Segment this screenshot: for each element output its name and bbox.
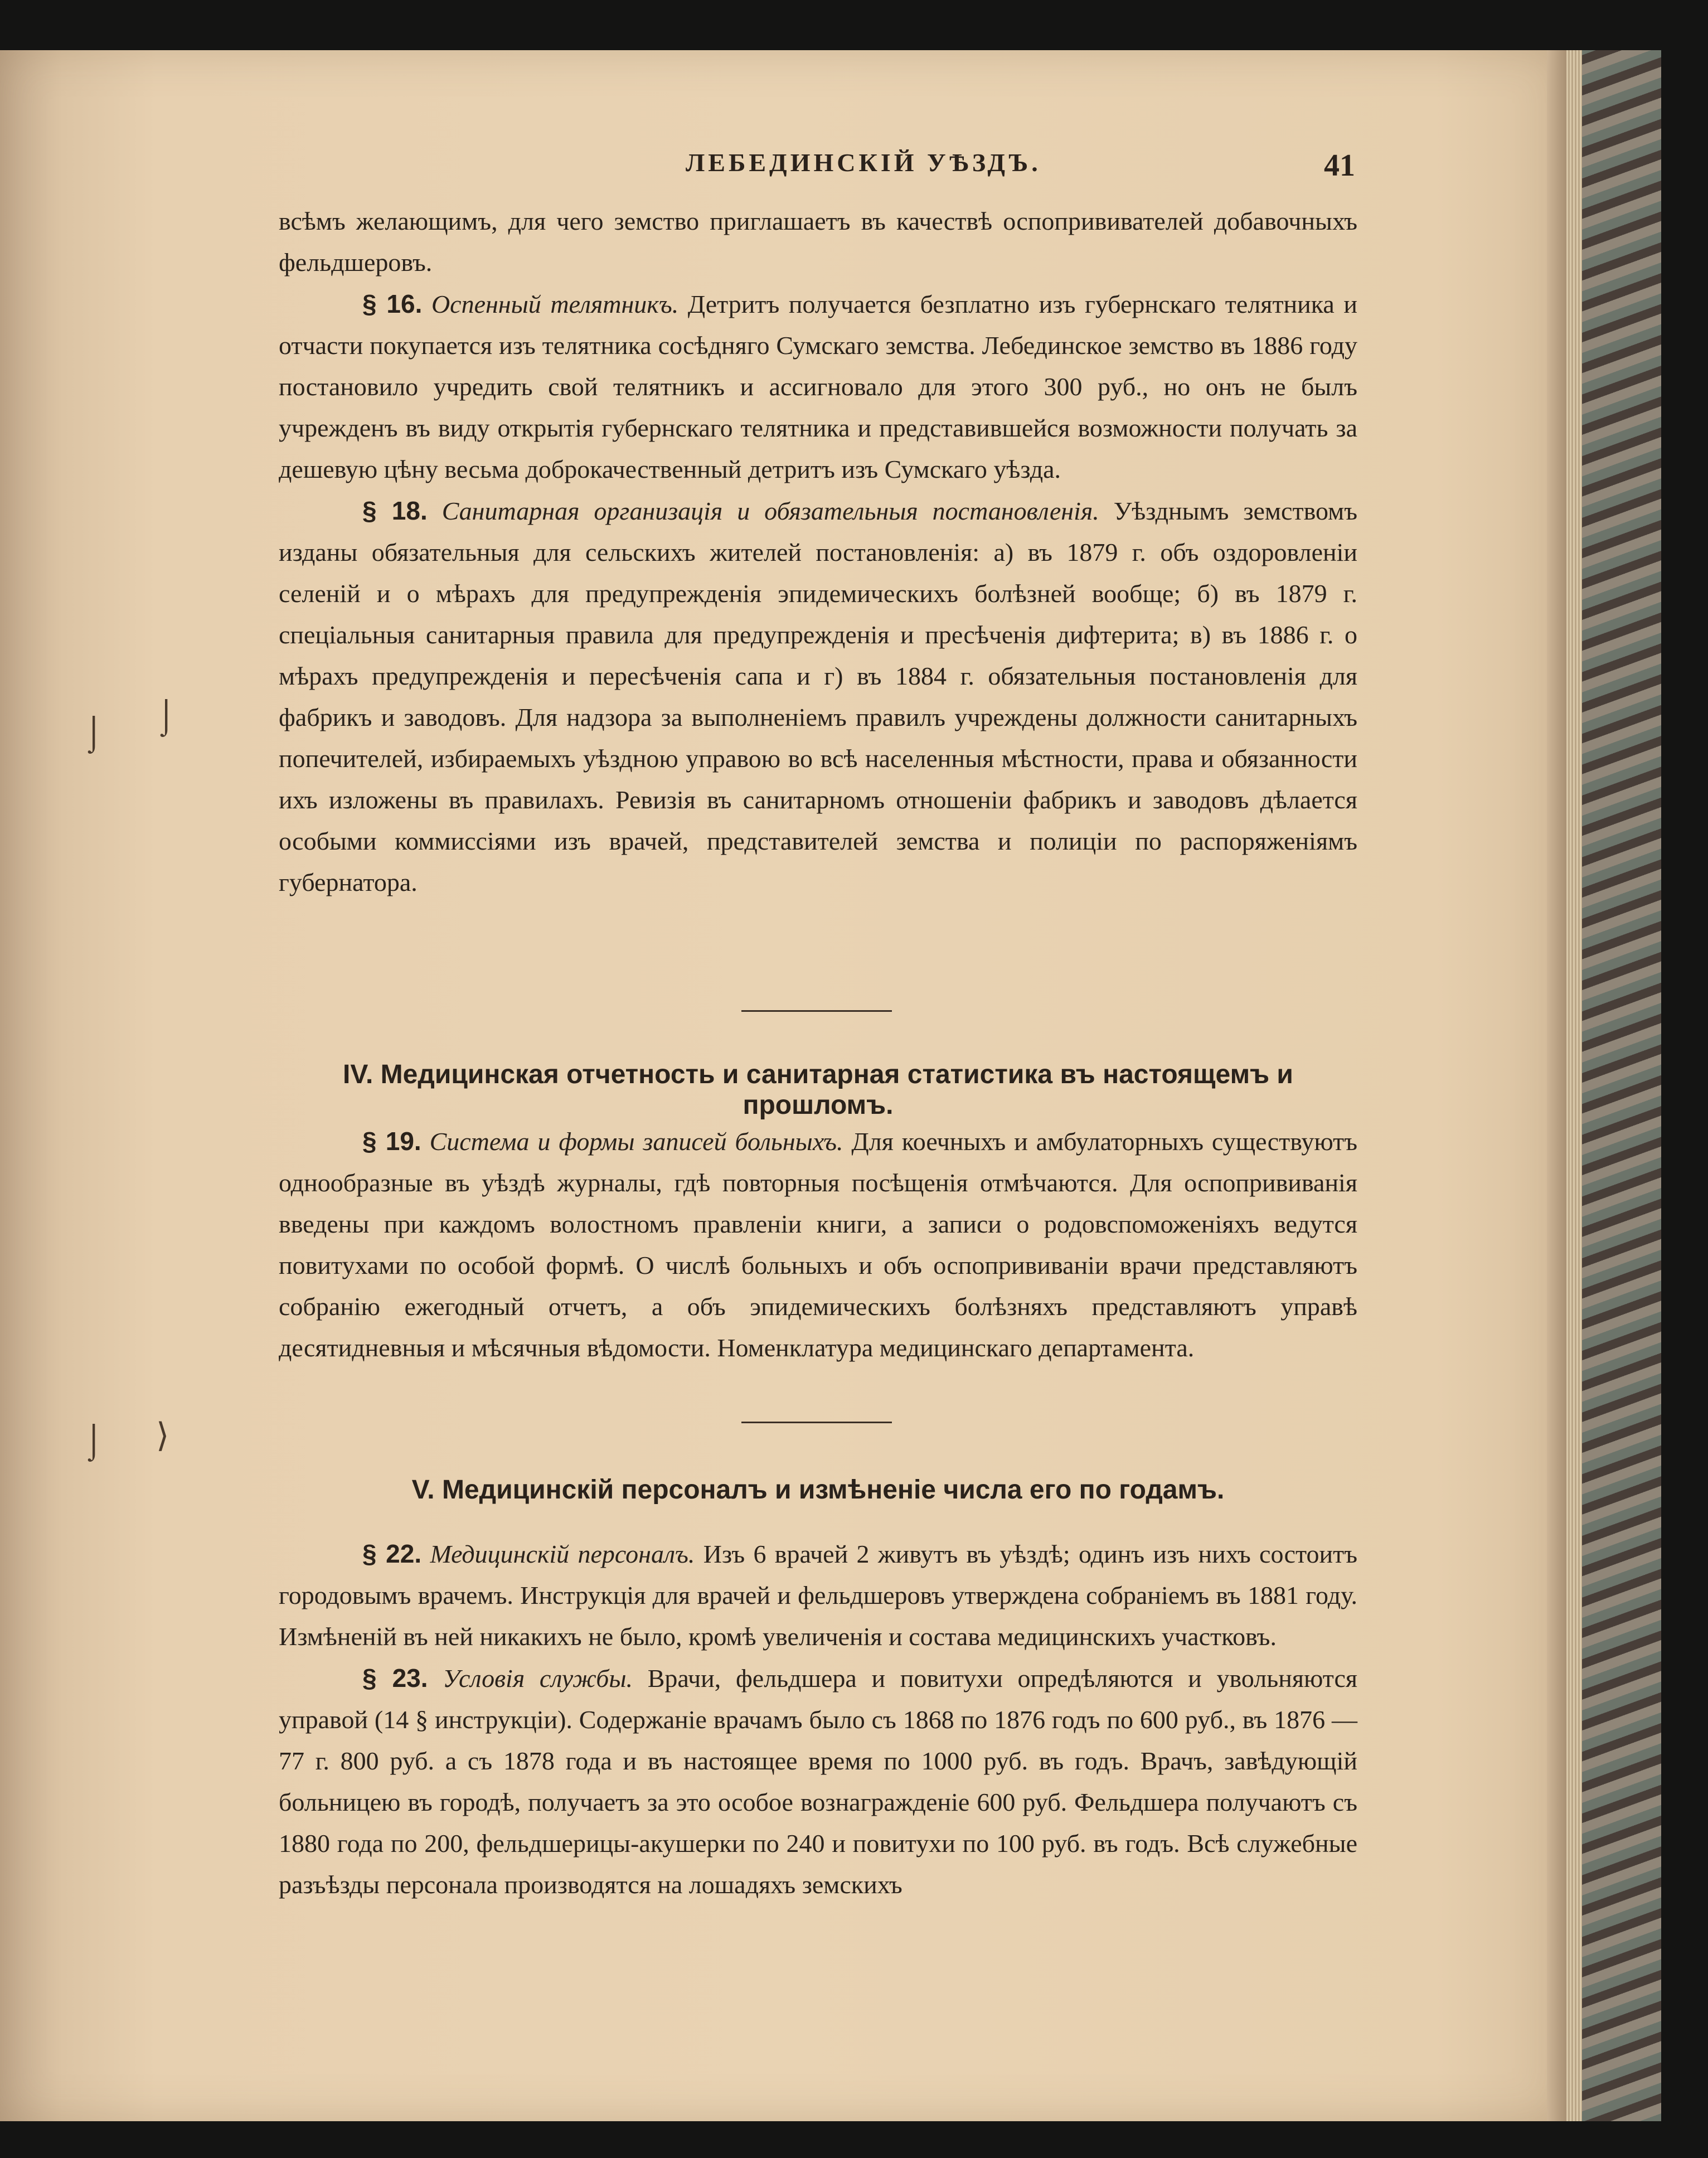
paragraph-19	[279, 1121, 1357, 1369]
margin-mark: ⟩	[156, 1417, 169, 1454]
text-block-1	[279, 201, 1357, 903]
section-title: Оспенный телятникъ.	[431, 290, 679, 318]
section-divider	[741, 1010, 892, 1012]
section-number: § 18.	[362, 496, 428, 525]
paragraph-22	[279, 1533, 1357, 1657]
margin-mark: ⌡	[84, 714, 104, 751]
section-text: Изъ 6 врачей 2 живутъ въ уѣздѣ; одинъ изъ нихъ состоитъ городовымъ врачемъ. Инструкція для врачей и фельдшеровъ утверждена собраніемъ въ 1881 году. Измѣненій въ ней никакихъ не было, кромѣ увеличенія и состава медицинскихъ участковъ.	[279, 1540, 1358, 1651]
text-block-2	[279, 1121, 1357, 1369]
marbled-book-edge	[1566, 50, 1661, 2121]
section-text: Врачи, фельдшера и повитухи опредѣляются и увольняются управой (14 § инструкціи). Содержаніе врачамъ было съ 1868 по 1876 годъ по 600 руб., въ 1876 — 77 г. 800 руб. а съ 1878 года и въ настоящее время по 1000 руб. въ годъ. Врачъ, завѣдующій больницею въ городѣ, получаетъ за это особое вознагражденіе 600 руб. Фельдшера получаютъ съ 1880 года по 200, фельдшерицы-акушерки по 240 и повитухи по 100 руб. въ годъ. Всѣ служебные разъѣзды персонала производятся на лошадяхъ земскихъ	[279, 1664, 1358, 1899]
book-page	[0, 50, 1561, 2121]
running-head: ЛЕБЕДИНСКІЙ УѢЗДЪ.	[686, 148, 1041, 177]
paragraph-18	[279, 490, 1357, 903]
section-number: § 19.	[362, 1127, 421, 1156]
section-text: Для коечныхъ и амбулаторныхъ существуютъ однообразные въ уѣздѣ журналы, гдѣ повторныя посѣщенія отмѣчаются. Для оспопрививанія введены при каждомъ волостномъ правленіи книги, а записи о родовспоможеніяхъ ведутся повитухами по особой формѣ. О числѣ больныхъ и объ оспопрививаніи врачи представляютъ собранію ежегодный отчетъ, а объ эпидемическихъ болѣзняхъ представляютъ управѣ десятидневныя и мѣсячныя вѣдомости. Номенклатура медицинскаго департамента.	[279, 1127, 1358, 1362]
section-text: Уѣзднымъ земствомъ изданы обязательныя для сельскихъ жителей постановленія: а) въ 1879 г. объ оздоровленіи селеній и о мѣрахъ для предупрежденія эпидемическихъ болѣзней вообще; б) въ 1879 г. спеціальныя санитарныя правила для предупрежденія и пресѣченія дифтерита; в) въ 1886 г. о мѣрахъ предупрежденія и пересѣченія сапа и г) въ 1884 г. обязательныя постановленія для фабрикъ и заводовъ. Для надзора за выполненіемъ правилъ учреждены должности санитарныхъ попечителей, избираемыхъ уѣздною управою во всѣ населенныя мѣстности, права и обязанности ихъ изложены въ правилахъ. Ревизія въ санитарномъ отношеніи фабрикъ и заводовъ дѣлается особыми коммиссіями изъ врачей, представителей земства и полиціи по распоряженіямъ губернатора.	[279, 497, 1357, 896]
section-number: § 22.	[362, 1539, 422, 1568]
section-title: Условія службы.	[443, 1664, 633, 1693]
book	[0, 50, 1661, 2121]
section-divider	[741, 1422, 892, 1423]
section-text: Детритъ получается безплатно изъ губернскаго телятника и отчасти покупается изъ телятника сосѣдняго Сумскаго земства. Лебединское земство въ 1886 году постановило учредить свой телятникъ и ассигновало для этого 300 руб., но онъ не былъ учрежденъ въ виду открытія губернскаго телятника и представившейся возможности получать за дешевую цѣну весьма доброкачественный детритъ изъ Сумскаго уѣзда.	[279, 290, 1358, 483]
section-number: § 16.	[362, 289, 423, 318]
section-heading-5: V. Медицинскій персоналъ и измѣненіе числа его по годамъ.	[411, 1475, 1225, 1505]
section-title: Система и формы записей больныхъ.	[429, 1127, 843, 1156]
margin-mark: ⌡	[84, 1422, 104, 1459]
paragraph-23	[279, 1657, 1357, 1905]
paragraph-continuation: всѣмъ желающимъ, для чего земство приглашаетъ въ качествѣ оспопрививателей добавочныхъ фельдшеровъ.	[279, 207, 1357, 277]
page-number: 41	[1324, 148, 1355, 183]
margin-mark: ⌡	[156, 697, 177, 734]
text-block-3	[279, 1533, 1357, 1905]
section-heading-4: IV. Медицинская отчетность и санитарная статистика въ настоящемъ и прошломъ.	[343, 1060, 1293, 1120]
section-title: Санитарная организація и обязательныя постановленія.	[441, 497, 1099, 525]
section-title: Медицинскій персоналъ.	[430, 1540, 695, 1568]
paragraph-16	[279, 283, 1357, 490]
section-number: § 23.	[362, 1664, 428, 1693]
page-edge	[1547, 50, 1566, 2121]
